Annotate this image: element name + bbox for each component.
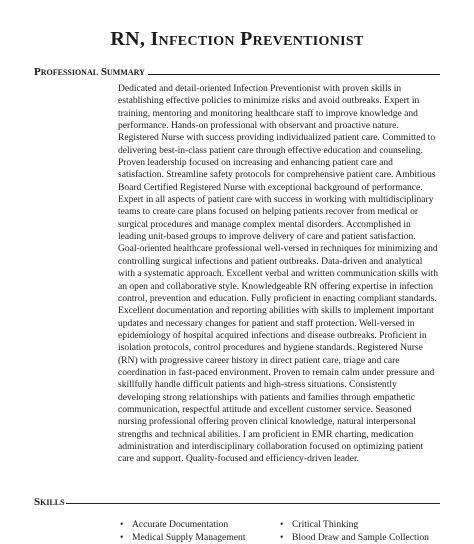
skill-label: Accurate Documentation xyxy=(132,519,229,530)
skill-label: Critical Thinking xyxy=(292,519,359,530)
section-heading-summary: Professional Summary xyxy=(34,66,145,78)
skill-label: Medical Supply Management xyxy=(132,532,246,543)
skills-list xyxy=(118,518,438,544)
document-title: RN, Infection Preventionist xyxy=(110,28,364,50)
bullet-icon: • xyxy=(120,519,124,530)
bullet-icon: • xyxy=(280,519,284,530)
section-rule-skills xyxy=(66,503,440,504)
skill-label: Blood Draw and Sample Collection xyxy=(292,532,429,543)
professional-summary-text: Dedicated and detail-oriented Infection Preventionist with proven skills in establishing effective policies to minimize risks and avoid outbreaks. Expert in training, mentoring and monitoring healthcare staff to improve knowledge and performance. Hands-on professional with observant and proactive nature. Registered Nurse with success providing individualized patient care. Committed to delivering best-in-class patient care through effective education and counseling. Proven leadership focused on increasing and enhancing patient care and satisfaction. Streamline safety protocols for comprehensive patient care. Ambitious Board Certified Registered Nurse with exceptional background of performance. Expert in all aspects of patient care with success in working with multidisciplinary teams to create care plans focused on helping patients recover from medical or surgical procedures and manage complex mental disorders. Accomplished in leading unit-based groups to improve delivery of care and patient satisfaction. Goal-oriented healthcare professional well-versed in techniques for minimizing and controlling surgical infections and patient outbreaks. Data-driven and analytical with a systematic approach. Excellent verbal and written communication skills with an open and collaborative style. Knowledgeable RN offering expertise in infection control, prevention and education. Fully proficient in enacting compliant standards. Excellent documentation and reporting abilities with skills to implement important updates and necessary changes for patient and staff protection. Well-versed in epidemiology of hospital acquired infections and disease outbreaks. Proficient in isolation protocols, control procedures and hygiene standards. Registered Nurse (RN) with progressive career history in direct patient care, triage and care coordination in fast-paced environment. Proven to remain calm under pressure and skillfully handle difficult patients and high-stress situations. Consistently developing strong relationships with patients and families through empathetic communication, respectful attitude and excellent customer service. Seasoned nursing professional offering proven clinical knowledge, natural interpersonal strengths and technical abilities. I am proficient in EMR charting, medication administration and interdisciplinary collaboration focused on optimizing patient care and support. Quality-focused and efficiency-driven leader. xyxy=(118,83,438,465)
skill-item xyxy=(278,518,438,531)
section-heading-skills: Skills xyxy=(34,496,65,508)
bullet-icon: • xyxy=(280,532,284,543)
bullet-icon: • xyxy=(120,532,124,543)
skill-item xyxy=(118,518,278,531)
section-rule-summary xyxy=(148,74,440,75)
